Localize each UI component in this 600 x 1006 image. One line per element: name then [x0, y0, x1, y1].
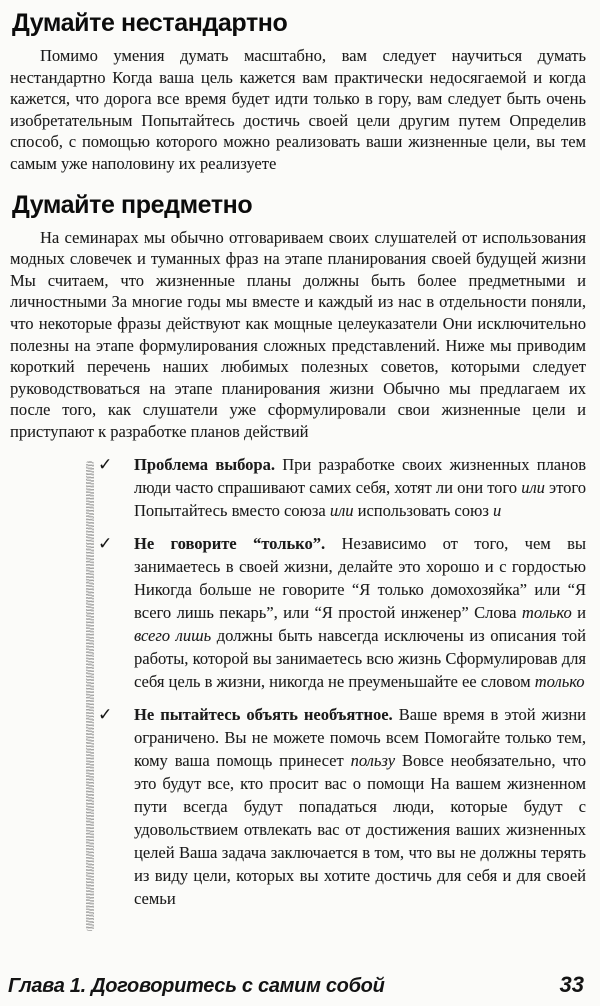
- paragraph-think-unconventionally: Помимо умения думать масштабно, вам следует научиться думать нестандартно Когда ваша цель кажется вам практически недосягаемой и когда кажется, что дорога все время будет идти только в гору, вам следует быть очень изобретательным Попытайтесь достичь своей цели другим путем Определив способ, с помощью которого можно реализовать ваши жизненные цели, вы тем самым уже наполовину их реализуете: [10, 46, 586, 173]
- bullet-text: Проблема выбора. При разработке своих жизненных планов люди часто спрашивают самих себя, хотят ли они того или этого Попытайтесь вместо союза или использовать союз и: [134, 454, 586, 520]
- footer-chapter-title: Глава 1. Договоритесь с самим собой: [8, 975, 385, 997]
- page-footer: [8, 972, 584, 998]
- list-item: [98, 703, 587, 910]
- section-heading-think-unconventionally: Думайте нестандартно: [12, 9, 288, 37]
- scan-crease-artifact: [86, 461, 94, 931]
- bullet-text: Не говорите “только”. Независимо от того, чем вы занимаетесь в своей жизни, делайте это хорошо и с гордостью Никогда больше не говорите “Я только домохозяйка” или “Я всего лишь пекарь”, или “Я простой инженер” Слова только и всего лишь должны быть навсегда исключены из описания той работы, которой вы занимаетесь всю жизнь Сформулировав для себя цель в жизни, никогда не преуменьшайте ее словом только: [134, 533, 587, 691]
- advice-bullet-list: [98, 453, 587, 910]
- footer-page-number: 33: [559, 972, 584, 997]
- checkmark-icon: ✓: [98, 454, 113, 475]
- paragraph-think-concretely: На семинарах мы обычно отговариваем своих слушателей от использования модных словечек и туманных фраз на этапе планирования своей будущей жизни Мы считаем, что жизненные планы должны быть более предметными и личностными За многие годы мы вместе и каждый из нас в отдельности поняли, что некоторые фразы действуют как мощные целеуказатели Они исключительно полезны на этапе формулирования сложных представлений. Ниже мы приводим короткий перечень наших любимых полезных советов, которыми следует руководствоваться на этапе планирования жизни Обычно мы предлагаем их после того, как слушатели уже сформулировали свои жизненные цели и приступают к разработке планов действий: [10, 227, 586, 441]
- list-item: [98, 532, 587, 693]
- list-item: [98, 453, 586, 522]
- checkmark-icon: ✓: [98, 533, 113, 554]
- bullet-text: Не пытайтесь объять необъятное. Ваше время в этой жизни ограничено. Вы не можете помочь всем Помогайте только тем, кому ваша помощь принесет пользу Вовсе необязательно, что это будут все, кто просит вас о помощи На вашем жизненном пути всегда будут попадаться люди, которые будут с удовольствием отвлекать вас от достижения ваших жизненных целей Ваша задача заключается в том, что вы не должны терять из виду цели, которых вы хотите достичь для себя и для своей семьи: [134, 704, 587, 908]
- checkmark-icon: ✓: [98, 704, 113, 725]
- section-heading-think-concretely: Думайте предметно: [12, 190, 253, 219]
